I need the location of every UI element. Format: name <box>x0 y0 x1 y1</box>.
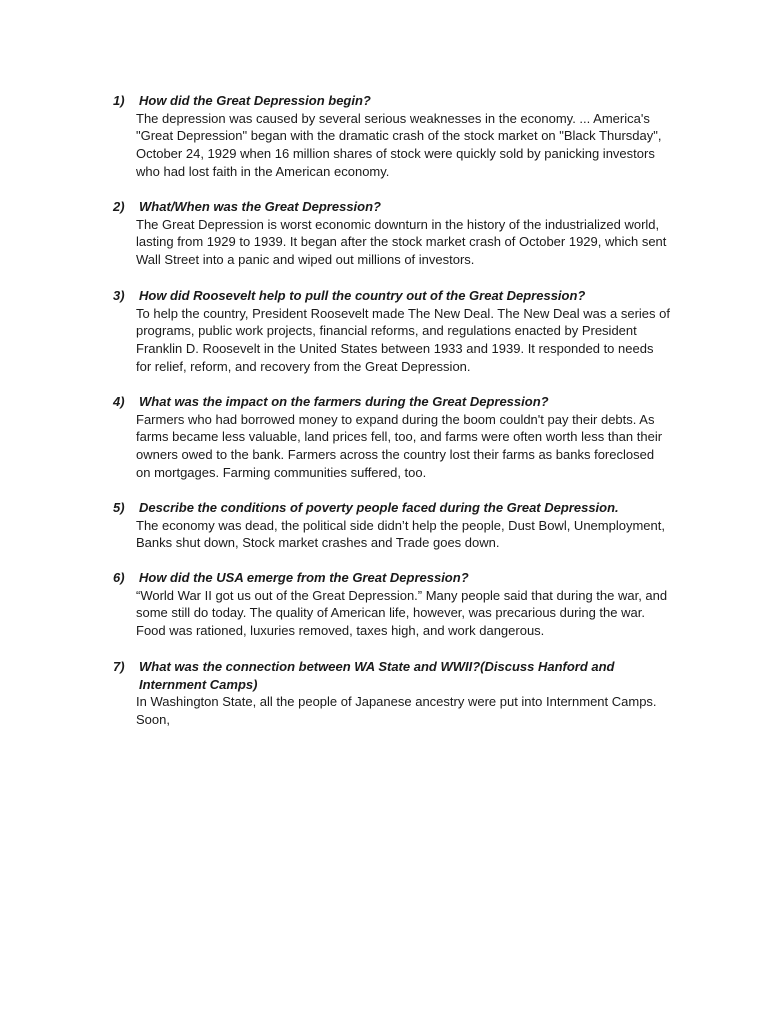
question-number: 5) <box>113 500 125 515</box>
qa-item-7 <box>110 658 670 728</box>
answer-1: The depression was caused by several serious weaknesses in the economy. ... America's "Great Depression" began with the dramatic crash of the stock market on "Black Thursday", October 24, 1929 when 16 million shares of stock were quickly sold by panicking investors who had lost faith in the American economy. <box>136 110 662 179</box>
answer-2: The Great Depression is worst economic downturn in the history of the industrialized world, lasting from 1929 to 1939. It began after the stock market crash of October 1929, which sent Wall Street into a panic and wiped out millions of investors. <box>136 216 667 267</box>
question-number: 3) <box>113 288 125 303</box>
question-number: 6) <box>113 570 125 585</box>
question-number: 7) <box>113 659 125 674</box>
question-text: What was the impact on the farmers during the Great Depression? <box>139 394 549 409</box>
question-4 <box>110 393 670 411</box>
answer-6: “World War II got us out of the Great Depression.” Many people said that during the war, and some still do today. The quality of American life, however, was precarious during the war. Food was rationed, luxuries removed, taxes high, and work dangerous. <box>136 587 668 638</box>
question-text: What/When was the Great Depression? <box>139 199 381 214</box>
qa-item-1 <box>110 92 670 180</box>
answer-3: To help the country, President Roosevelt made The New Deal. The New Deal was a series of programs, public work projects, financial reforms, and regulations enacted by President Franklin D. Roosevelt in the United States between 1933 and 1939. It responded to needs for relief, reform, and recovery from the Great Depression. <box>136 305 670 374</box>
question-3 <box>110 287 670 305</box>
answer-7: In Washington State, all the people of Japanese ancestry were put into Internment Camps. Soon, <box>136 694 657 727</box>
question-text: How did Roosevelt help to pull the country out of the Great Depression? <box>139 288 586 303</box>
question-1 <box>110 92 670 110</box>
question-text: How did the Great Depression begin? <box>139 93 371 108</box>
question-text: How did the USA emerge from the Great Depression? <box>139 570 469 585</box>
qa-item-6 <box>110 569 670 640</box>
question-number: 1) <box>113 93 125 108</box>
question-text: Describe the conditions of poverty people faced during the Great Depression. <box>139 500 619 515</box>
question-number: 4) <box>113 394 125 409</box>
answer-5: The economy was dead, the political side didn’t help the people, Dust Bowl, Unemployment, Banks shut down, Stock market crashes and Trade goes down. <box>136 517 665 551</box>
answer-4: Farmers who had borrowed money to expand during the boom couldn't pay their debts. As farms became less valuable, land prices fell, too, and farms were often worth less than their owners owed to the bank. Farmers across the country lost their farms as banks foreclosed on mortgages. Farming communities suffered, too. <box>136 411 663 480</box>
question-7 <box>110 658 670 693</box>
question-5 <box>110 499 670 517</box>
qa-item-5 <box>110 499 670 552</box>
question-text: What was the connection between WA State and WWII?(Discuss Hanford and Internment Camps) <box>139 659 615 692</box>
question-number: 2) <box>113 199 125 214</box>
question-2 <box>110 198 670 216</box>
qa-item-3 <box>110 287 670 375</box>
qa-item-2 <box>110 198 670 269</box>
qa-item-4 <box>110 393 670 481</box>
question-6 <box>110 569 670 587</box>
